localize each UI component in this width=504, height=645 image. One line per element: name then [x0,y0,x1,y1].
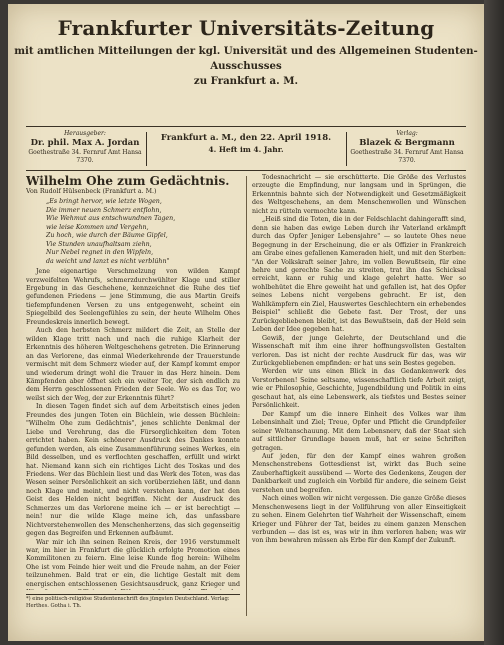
issue-date-info [148,130,344,155]
poem-line: Zu hoch, wie durch der Bäume Gipfel, [46,232,168,240]
article-paragraph: „Heiß sind die Toten, die in der Feldschlacht dahingerafft sind, denn sie haben das ewige Leben durch ihr Vaterland erkämpft durch das Opfer Jeniger Lebensjahre" — so lautete Ohes neue Begegnung in der Erscheinung, die er als Offizier in Frankreich am Grabe eines gefallenen Kameraden hielt, und mit den Sterben: "An der Volkskraft seiner Jahre, im vollen Bewußtsein, für eine hehre und gerechte Sache zu streiten, trat ihn das Schicksal erreicht, kann er ruhig und klage gelehrt hatte. Wer so wohlbehütet die Ehre geweiht hat und gefallen ist, hat des Opfer seines Lebens nicht vergebens gebracht. Er ist, den Wahlkämpfern ein Ziel, Hauswertes Geschlechtern ein erhebendes Beispiel" schließt die Gebete fast. Der Trost, der uns Zurückgebliebenen bleibt, ist das Bewußtsein, daß der Held sein Leben der Idee gegeben hat. [252,216,466,334]
header-divider-left [146,132,147,166]
press-address: Goethestraße 34. Fernruf Amt Hansa 7370. [350,149,464,164]
poem-line: „Es bringt hervor, wie letzte Wogen, [46,198,162,206]
poem-line: da weicht und lanzt es nicht verblühn" [46,257,170,265]
header-divider-right [346,132,347,166]
article-paragraph: War mir ich ihn seinen Reinen Kreis, der 1916 verstummelt war, im hier in Frankfurt die glücklich erfolgte Promotion eines Kommilitonen zu feiern. Eine leise Kunde flog herein: Wilhelm Ohe ist vom Feinde hier weit und die Freude nahm, an der Feier teilzunehmen. Bald trat er ein, die lichtige Gestalt mit dem energischen entschlossenen Gesichtsausdruck, ganz Krieger und [26,538,240,588]
issue-info-row [26,130,466,168]
article-author: Von Rudolf Hülsenbeck (Frankfurt a. M.) [26,188,157,195]
publisher-label: Herausgeber: [64,130,106,137]
press-info [348,130,466,165]
poem-line: Nur Nebel regnet in den Wipfeln, [46,249,154,257]
issue-date: Frankfurt a. M., den 22. April 1918. [160,133,332,143]
newspaper-subtitle-location: zu Frankfurt a. M. [193,75,299,87]
publisher-info [26,130,144,165]
issue-number: 4. Heft im 4. Jahr. [208,145,284,154]
newspaper-subtitle: mit amtlichen Mitteilungen der kgl. Universität und des Allgemeinen Studenten-Ausschusses [14,45,478,72]
newspaper-title: Frankfurter Universitäts-Zeitung [57,16,435,40]
article-paragraph: Jene eigenartige Verschmelzung von wilden Kampf verzweifelten Wehrufs, schmerzdurchwühlter Klage und stiller Ergebung in das Geschehene, kennzeichnet die Ruhe des tief gefundenen Friedens — jene Stimmung, die aus Martin Greifs tiefempfundenen Versen zu uns entgegenweht, scheint ein Spiegelbild des Seelengefühles zu sein, der heute Wilhelm Ohes Freundeskreis innerlich bewegt. [26,268,240,326]
header-bottom-rule [26,170,466,171]
publisher-address: Goethestraße 34. Fernruf Amt Hansa 7370. [28,149,142,164]
poem-line: Wie Wehmut aus entschwundnen Tagen, [46,215,176,223]
press-label: Verlag: [396,130,418,137]
article-paragraph: Auf jeden, für den der Kampf eines wahren großen Menschenstrebens Gottesdienst ist, wirkt das Buch seine Zauberhaftigkeit aussübend — Worte des Gedenkens, Zeugen der Dankbarkeit und zugleich ein Vorbild für andere, die seinem Geist verstehen und begreifen. [252,452,466,494]
article-paragraph: Der Kampf um die innere Einheit des Volkes war ihm Lebensinhalt und Ziel; Treue, Opfer und Pflicht die Grundpfeiler seiner Weltanschauung. Mit dem Lebensnerv, daß der Staat sich auf sittlicher Grundlage bauen muß, hat er seine Schriften getragen. [252,410,466,452]
article-paragraph: In diesen Tagen findet sich auf dem Arbeitstisch eines jeden Freundes des jungen Toten ein Büchlein, wie dessen Büchlein: "Wilhelm Ohe zum Gedächtnis", jenes schlichte Denkmal der Liebe und Verehrung, das die Fürsorglichkeiten dem Toten errichtet haben. Kein schönerer Ausdruck des Dankes konnte gefunden werden, als eine Zusammenführung seines Werkes, ein Bild desselben, und es verflochten geschaffen, erfüllt und wirkt hat. Niemand kann sich ein richtiges Licht des Toskas und des Friedens. Wer das Büchlein liest und das Werk des Toten, was das Wesen seiner Persönlichkeit an sich vorüberziehen läßt, und dann noch Klage und meint, und nicht verstehen kann, der hat den Geist des Helden nicht begriffen. Nicht der Ausdruck des Schmerzes um das Verlorene meine ich — er ist berechtigt — nein! nur die wilde Klage meine ich, das unfassbare Nichtverstehenwollen des Menschenherzens, das sich gegenseitig gegen das Begreifen und Erkennen aufbäumt. [26,403,240,538]
publisher-name: Dr. phil. Max A. Jordan [30,138,140,148]
right-column [252,174,466,618]
article-paragraph: Gewiß, der junge Gelehrte, der Deutschland und die Wissenschaft mit ihm eine ihrer hoffnungsvollsten Gestalten verloren. Das ist nicht der rechte Ausdruck für das, was wir Zurückgebliebenen empfinden: er hat uns sein Bestes gegeben. [252,334,466,367]
article-paragraph: Werden wir uns einen Blick in das Gedankenwerk des Verstorbenen! Seine seltsame, wissenschaftlich tiefe Arbeit zeigt, wie er Philosophie, Geschichte, Jugendbildung und Politik in eins geschaut hat, als eine Lebenswerk, als tiefstes und Bestes seiner Persönlichkeit. [252,368,466,410]
article-paragraph: Auch den herbsten Schmerz mildert die Zeit, an Stelle der wilden Klage tritt nach und nach die ruhige Klarheit der Erkenntnis des höheren Weltgeschehens getreten. Die Erinnerung an das Verlorene, das einmal Wiederkehrende der Trauerstunde vermischt mit dem Schmerz wieder auf, der Kampf kommt empor und wiederum dringt wohl die Trauer in das Herz hinein. Dem Kämpfenden aber öffnet sich ein weiter Tor, der sich endlich zu dem Herrn geschlossenen Frieden der Seele. Wo es das Tor, wo weilst sich der Weg, der zur Erkenntnis führt? [26,327,240,402]
left-column [26,174,240,590]
press-name: Blazek & Bergmann [359,138,455,148]
masthead [8,16,484,89]
header-top-rule [26,126,466,127]
poem-line: Die immer neuen Schmerz entflohn, [46,206,162,214]
book-spine [484,0,504,645]
article-paragraph: Nach eines wollen wir nicht vergessen. Die ganze Größe dieses Menschenwesens liegt in der Vollführung von aller Einseitigkeit zu sehen. Einem Gelehrten tief Wahrheit der Wissenschaft, einem Krieger und Führer der Tat, beides zu einem ganzen Menschen verbunden — das ist es, was wir in ihm verloren haben; was wir von ihm bewahren müssen als Erbe für den Kampf der Zukunft. [252,495,466,545]
poem-line: wie leise Kommen und Vergehn, [46,223,149,231]
footnote: *) eine politisch-religiöse Studentenschrift des jüngsten Deutschland. Verlag: Herthes. Gotha i. Th. [26,594,240,610]
article-title: Wilhelm Ohe zum Gedächtnis. [26,174,230,188]
article-paragraph: Todesnachricht — sie erschütterte. Die Größe des Verlustes erzeugte die Empfindung, nur langsam und in Sprüngen, die Erkenntnis bahnte sich der Notwendigkeit und Gesetzmäßigkeit des Weltgeschehens, an dem Menschenwollen und Wünschen nicht zu rütteln vermochte kann. [252,174,466,215]
poem-line: Vie Stunden unaufhaltsam ziehn, [46,240,152,248]
column-divider [246,176,247,616]
newspaper-page [8,4,484,641]
